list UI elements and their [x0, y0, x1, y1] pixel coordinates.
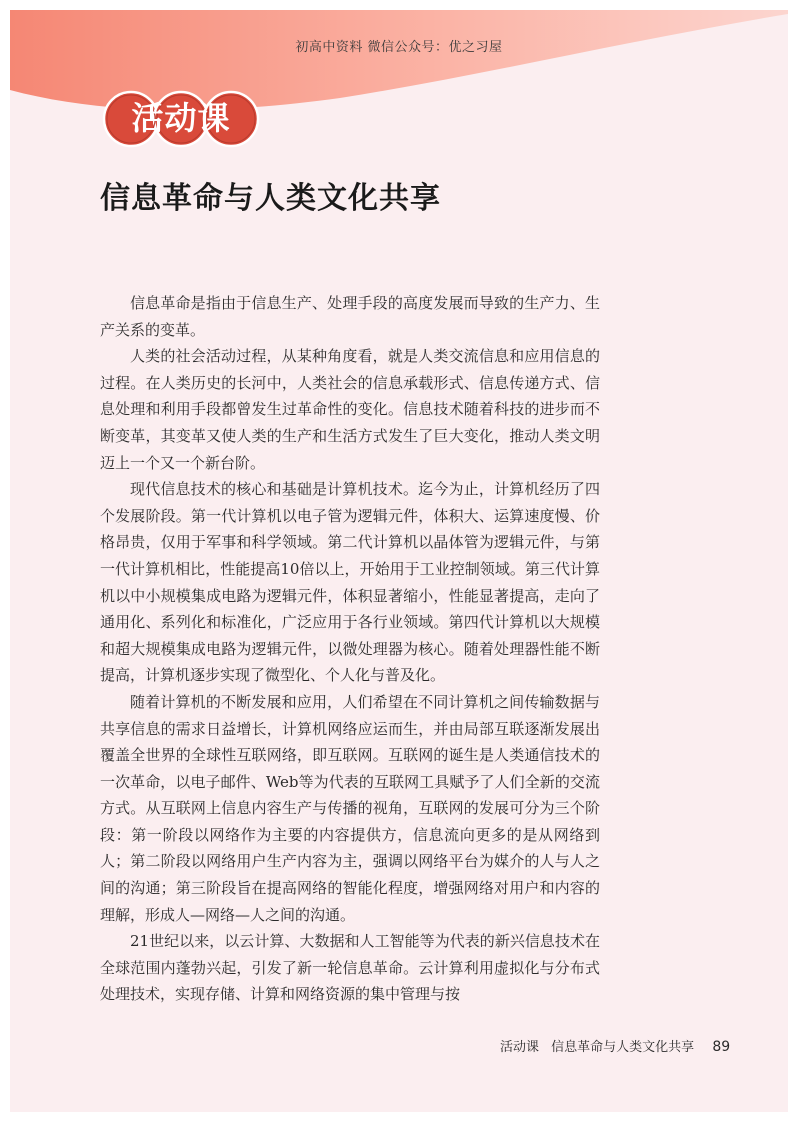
- body-text: [100, 290, 600, 1008]
- badge-label: 活动课: [131, 99, 231, 137]
- page-title: 信息革命与人类文化共享: [100, 181, 441, 216]
- footer-section: 活动课: [500, 1040, 540, 1055]
- paragraph: 现代信息技术的核心和基础是计算机技术。迄今为止，计算机经历了四个发展阶段。第一代计算机以电子管为逻辑元件，体积大、运算速度慢、价格昂贵，仅用于军事和科学领域。第二代计算机以晶体管为逻辑元件，与第一代计算机相比，性能提高10倍以上，开始用于工业控制领域。第三代计算机以中小规模集成电路为逻辑元件，体积显著缩小，性能显著提高，走向了通用化、系列化和标准化，广泛应用于各行业领域。第四代计算机以大规模和超大规模集成电路为逻辑元件，以微处理器为核心。随着处理器性能不断提高，计算机逐步实现了微型化、个人化与普及化。: [100, 480, 600, 685]
- footer-title: 信息革命与人类文化共享: [551, 1040, 695, 1055]
- paragraph: 21世纪以来，以云计算、大数据和人工智能等为代表的新兴信息技术在全球范围内蓬勃兴起，引发了新一轮信息革命。云计算利用虚拟化与分布式处理技术，实现存储、计算和网络资源的集中管理与按: [100, 932, 600, 1004]
- paragraph: 随着计算机的不断发展和应用，人们希望在不同计算机之间传输数据与共享信息的需求日益增长，计算机网络应运而生，并由局部互联逐渐发展出覆盖全世界的全球性互联网络，即互联网。互联网的诞生是人类通信技术的一次革命，以电子邮件、Web等为代表的互联网工具赋予了人们全新的交流方式。从互联网上信息内容生产与传播的视角，互联网的发展可分为三个阶段：第一阶段以网络作为主要的内容提供方，信息流向更多的是从网络到人；第二阶段以网络用户生产内容为主，强调以网络平台为媒介的人与人之间的沟通；第三阶段旨在提高网络的智能化程度，增强网络对用户和内容的理解，形成人—网络—人之间的沟通。: [100, 692, 600, 924]
- paragraph: 信息革命是指由于信息生产、处理手段的高度发展而导致的生产力、生产关系的变革。: [100, 294, 600, 339]
- page-number: 89: [712, 1039, 731, 1055]
- header-note: 初高中资料 微信公众号：优之习屋: [295, 40, 503, 55]
- lesson-badge: [102, 90, 260, 148]
- page-footer: [500, 1036, 731, 1055]
- document-sheet: [10, 10, 788, 1112]
- paragraph: 人类的社会活动过程，从某种角度看，就是人类交流信息和应用信息的过程。在人类历史的长河中，人类社会的信息承载形式、信息传递方式、信息处理和利用手段都曾发生过革命性的变化。信息技术随着科技的进步而不断变革，其变革又使人类的生产和生活方式发生了巨大变化，推动人类文明迈上一个又一个新台阶。: [100, 347, 600, 472]
